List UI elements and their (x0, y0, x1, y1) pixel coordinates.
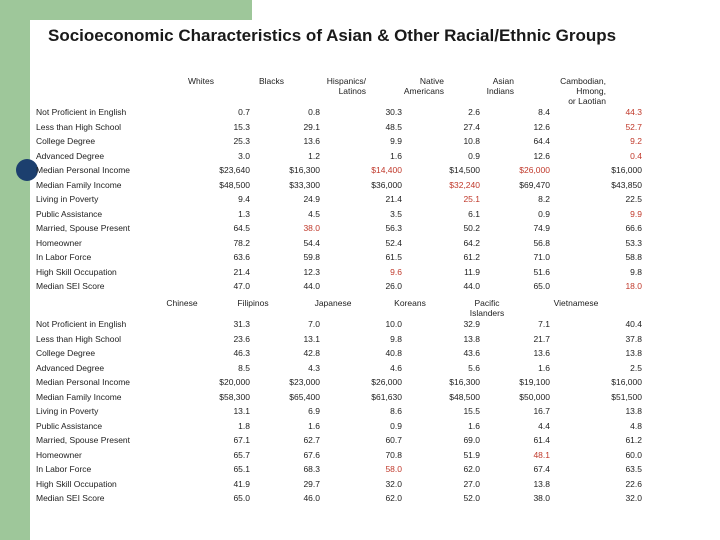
table-cell: 10.0 (385, 319, 402, 329)
table-cell: 29.1 (303, 121, 320, 132)
table-cell: 9.8 (630, 266, 642, 277)
table-cell: 31.3 (233, 319, 250, 329)
table-cell: 9.6 (390, 266, 402, 277)
table-cell: 1.6 (538, 362, 550, 373)
table-cell: 26.0 (385, 281, 402, 291)
table-cell: 40.4 (625, 319, 642, 329)
table-cell: 9.9 (630, 208, 642, 219)
table-cell: 13.8 (625, 348, 642, 358)
table-row (36, 135, 676, 148)
table-cell: 66.6 (625, 223, 642, 233)
table-cell: 2.5 (630, 362, 642, 373)
table-cell: 65.1 (233, 464, 250, 474)
table-cell: $14,500 (449, 165, 480, 175)
table-cell: 9.8 (390, 333, 402, 344)
table-row (36, 193, 676, 206)
row-label: In Labor Force (36, 252, 92, 262)
table-row (36, 318, 676, 331)
table-cell: 61.2 (625, 435, 642, 445)
table-cell: 64.2 (463, 237, 480, 248)
table-cell: 60.0 (625, 449, 642, 460)
table-cell: 61.4 (533, 435, 550, 445)
table-row (36, 492, 676, 505)
table-row (36, 237, 676, 250)
table-cell: 46.0 (303, 493, 320, 503)
table-cell: 9.9 (390, 136, 402, 146)
row-label: Advanced Degree (36, 150, 105, 161)
table-cell: 25.3 (233, 136, 250, 146)
row-label: High Skill Occupation (36, 266, 117, 277)
table-row (36, 362, 676, 375)
table-cell: $43,850 (611, 179, 642, 190)
row-label: Median Family Income (36, 391, 122, 402)
table-cell: $50,000 (519, 391, 550, 402)
table-row (36, 463, 676, 476)
table-cell: 4.6 (390, 362, 402, 373)
page-title: Socioeconomic Characteristics of Asian & Other Racial/Ethnic Groups (48, 26, 617, 45)
table-cell: 52.0 (463, 493, 480, 503)
table-cell: 8.2 (538, 194, 550, 204)
table-cell: 65.7 (233, 449, 250, 460)
table-row (36, 179, 676, 192)
table-row (36, 333, 676, 346)
table-cell: 59.8 (303, 252, 320, 262)
table-row (36, 376, 676, 389)
column-header-asian-indians: Asian Indians (486, 76, 514, 96)
table-row (36, 391, 676, 404)
table-cell: 62.0 (463, 464, 480, 474)
table-cell: 44.0 (303, 281, 320, 291)
table-cell: $69,470 (519, 179, 550, 190)
table-cell: 67.1 (233, 435, 250, 445)
table-cell: 2.6 (468, 107, 480, 117)
column-header-whites: Whites (188, 76, 214, 86)
table-row (36, 266, 676, 279)
table-cell: 4.3 (308, 362, 320, 373)
table-cell: 6.1 (468, 208, 480, 219)
table-cell: $32,240 (449, 179, 480, 190)
table-cell: 13.8 (463, 333, 480, 344)
table-cell: 0.4 (630, 150, 642, 161)
row-label: Married, Spouse Present (36, 435, 131, 445)
table-cell: 7.1 (538, 319, 550, 329)
table-cell: 4.8 (630, 420, 642, 431)
table-cell: 52.4 (385, 237, 402, 248)
table-cell: 9.2 (630, 136, 642, 146)
decorative-green-bar (0, 0, 30, 540)
table-cell: 38.0 (303, 223, 320, 233)
table-cell: 40.8 (385, 348, 402, 358)
table-cell: 42.8 (303, 348, 320, 358)
row-label: Median SEI Score (36, 493, 105, 503)
table-cell: 0.9 (468, 150, 480, 161)
table-cell: 51.9 (463, 449, 480, 460)
table-cell: $23,000 (289, 377, 320, 387)
table-cell: 24.9 (303, 194, 320, 204)
row-label: Median SEI Score (36, 281, 105, 291)
row-label: Advanced Degree (36, 362, 105, 373)
table-cell: 12.3 (303, 266, 320, 277)
table-cell: 60.7 (385, 435, 402, 445)
table-cell: 37.8 (625, 333, 642, 344)
table-cell: 13.6 (303, 136, 320, 146)
table-cell: $16,000 (611, 377, 642, 387)
row-label: Living in Poverty (36, 194, 99, 204)
table-cell: 47.0 (233, 281, 250, 291)
table-cell: $16,000 (611, 165, 642, 175)
table-cell: 1.3 (238, 208, 250, 219)
row-label: Married, Spouse Present (36, 223, 131, 233)
column-header-native-americans: Native Americans (403, 76, 444, 96)
table-cell: 25.1 (463, 194, 480, 204)
column-header-cambodian-hmong-laotian: Cambodian, Hmong, or Laotian (560, 76, 606, 106)
table-cell: 62.0 (385, 493, 402, 503)
table-cell: 5.6 (468, 362, 480, 373)
table-cell: 46.3 (233, 348, 250, 358)
table-row (36, 251, 676, 264)
table-row (36, 449, 676, 462)
row-label: Less than High School (36, 333, 122, 344)
table-cell: 27.0 (463, 478, 480, 489)
column-header-blacks: Blacks (258, 76, 284, 86)
table-cell: 48.5 (385, 121, 402, 132)
table-cell: 1.6 (390, 150, 402, 161)
table-cell: 65.0 (533, 281, 550, 291)
table-row (36, 106, 676, 119)
table-cell: 21.7 (533, 333, 550, 344)
table-row (36, 164, 676, 177)
column-header-chinese: Chinese (166, 298, 198, 308)
table-cell: 15.5 (463, 406, 480, 416)
table-cell: 13.8 (625, 406, 642, 416)
table-cell: $48,500 (219, 179, 250, 190)
column-header-pacific-islanders: Pacific Islanders (469, 298, 505, 318)
table-cell: 62.7 (303, 435, 320, 445)
table-row (36, 405, 676, 418)
table-cell: 13.1 (303, 333, 320, 344)
table-cell: 43.6 (463, 348, 480, 358)
bullet-icon (16, 159, 38, 181)
table-cell: 1.6 (468, 420, 480, 431)
table-cell: 41.9 (233, 478, 250, 489)
table-cell: $19,100 (519, 377, 550, 387)
table-cell: 58.0 (385, 464, 402, 474)
row-label: Not Proficient in English (36, 319, 127, 329)
table-cell: 22.6 (625, 478, 642, 489)
table-cell: 1.6 (308, 420, 320, 431)
table-row (36, 478, 676, 491)
table-row (36, 121, 676, 134)
table-cell: $20,000 (219, 377, 250, 387)
table-cell: $48,500 (449, 391, 480, 402)
column-header-filipinos: Filipinos (237, 298, 269, 308)
table-cell: 56.3 (385, 223, 402, 233)
table-row (36, 208, 676, 221)
table-cell: $58,300 (219, 391, 250, 402)
table-cell: 54.4 (303, 237, 320, 248)
table-cell: 52.7 (625, 121, 642, 132)
table-cell: $26,000 (371, 377, 402, 387)
table-cell: 8.6 (390, 406, 402, 416)
table-cell: $16,300 (289, 165, 320, 175)
table-cell: 4.5 (308, 208, 320, 219)
table-cell: 65.0 (233, 493, 250, 503)
column-header-japanese: Japanese (314, 298, 352, 308)
row-label: In Labor Force (36, 464, 92, 474)
table-row (36, 347, 676, 360)
table-cell: $14,400 (371, 165, 402, 175)
table-cell: 63.6 (233, 252, 250, 262)
table-cell: 78.2 (233, 237, 250, 248)
table-cell: 61.5 (385, 252, 402, 262)
table-cell: 64.4 (533, 136, 550, 146)
row-label: Public Assistance (36, 208, 103, 219)
table-cell: 22.5 (625, 194, 642, 204)
table-cell: 38.0 (533, 493, 550, 503)
table-row (36, 280, 676, 293)
column-header-hispanics: Hispanics/ Latinos (326, 76, 366, 96)
table-cell: $36,000 (371, 179, 402, 190)
table-cell: 16.7 (533, 406, 550, 416)
table-cell: 12.6 (533, 121, 550, 132)
table-cell: 4.4 (538, 420, 550, 431)
table-cell: 70.8 (385, 449, 402, 460)
table-cell: 32.9 (463, 319, 480, 329)
table-cell: 71.0 (533, 252, 550, 262)
table-cell: 0.9 (390, 420, 402, 431)
table-cell: $51,500 (611, 391, 642, 402)
table-cell: 32.0 (625, 493, 642, 503)
row-label: College Degree (36, 136, 96, 146)
row-label: Living in Poverty (36, 406, 99, 416)
table-cell: 32.0 (385, 478, 402, 489)
table-cell: $16,300 (449, 377, 480, 387)
table-cell: 61.2 (463, 252, 480, 262)
table-cell: $65,400 (289, 391, 320, 402)
table-cell: 21.4 (233, 266, 250, 277)
table-cell: 48.1 (533, 449, 550, 460)
table-cell: 64.5 (233, 223, 250, 233)
table-cell: 11.9 (464, 266, 480, 277)
table-cell: 51.6 (533, 266, 550, 277)
table-cell: $33,300 (289, 179, 320, 190)
table-cell: 6.9 (308, 406, 320, 416)
table-cell: 8.5 (238, 362, 250, 373)
table-cell: 21.4 (385, 194, 402, 204)
table-cell: 18.0 (625, 281, 642, 291)
table-cell: 12.6 (533, 150, 550, 161)
table-cell: 13.1 (233, 406, 250, 416)
table-cell: $23,640 (219, 165, 250, 175)
row-label: Median Personal Income (36, 165, 131, 175)
table-cell: 69.0 (463, 435, 480, 445)
row-label: Homeowner (36, 237, 82, 248)
row-label: Not Proficient in English (36, 107, 127, 117)
table-row (36, 420, 676, 433)
row-label: Median Family Income (36, 179, 122, 190)
table-cell: 7.0 (308, 319, 320, 329)
row-label: Public Assistance (36, 420, 103, 431)
table-cell: 13.8 (533, 478, 550, 489)
table-cell: 15.3 (233, 121, 250, 132)
row-label: Median Personal Income (36, 377, 131, 387)
table-cell: 0.8 (308, 107, 320, 117)
table-cell: 10.8 (463, 136, 480, 146)
table-cell: 3.5 (390, 208, 402, 219)
column-header-koreans: Koreans (394, 298, 426, 308)
table-cell: 74.9 (533, 223, 550, 233)
table-row (36, 150, 676, 163)
row-label: Homeowner (36, 449, 82, 460)
table-cell: 56.8 (533, 237, 550, 248)
table-cell: 50.2 (463, 223, 480, 233)
table-cell: 44.0 (463, 281, 480, 291)
row-label: High Skill Occupation (36, 478, 117, 489)
table-cell: 67.4 (533, 464, 550, 474)
table-row (36, 222, 676, 235)
table-cell: 9.4 (238, 194, 250, 204)
table-cell: 58.8 (625, 252, 642, 262)
table-cell: 67.6 (303, 449, 320, 460)
row-label: Less than High School (36, 121, 122, 132)
table-cell: 13.6 (533, 348, 550, 358)
table-cell: 53.3 (625, 237, 642, 248)
table-cell: 0.9 (538, 208, 550, 219)
table-cell: 68.3 (303, 464, 320, 474)
table-cell: 23.6 (233, 333, 250, 344)
table-cell: 30.3 (385, 107, 402, 117)
table-cell: 0.7 (238, 107, 250, 117)
table-cell: 3.0 (238, 150, 250, 161)
table-cell: 29.7 (303, 478, 320, 489)
row-label: College Degree (36, 348, 96, 358)
table-cell: 8.4 (538, 107, 550, 117)
table-row (36, 434, 676, 447)
table-cell: $26,000 (519, 165, 550, 175)
table-cell: 27.4 (463, 121, 480, 132)
table-cell: 63.5 (625, 464, 642, 474)
table-cell: 1.2 (308, 150, 320, 161)
table-cell: 44.3 (625, 107, 642, 117)
table-cell: 1.8 (238, 420, 250, 431)
table-cell: $61,630 (371, 391, 402, 402)
column-header-vietnamese: Vietnamese (553, 298, 599, 308)
